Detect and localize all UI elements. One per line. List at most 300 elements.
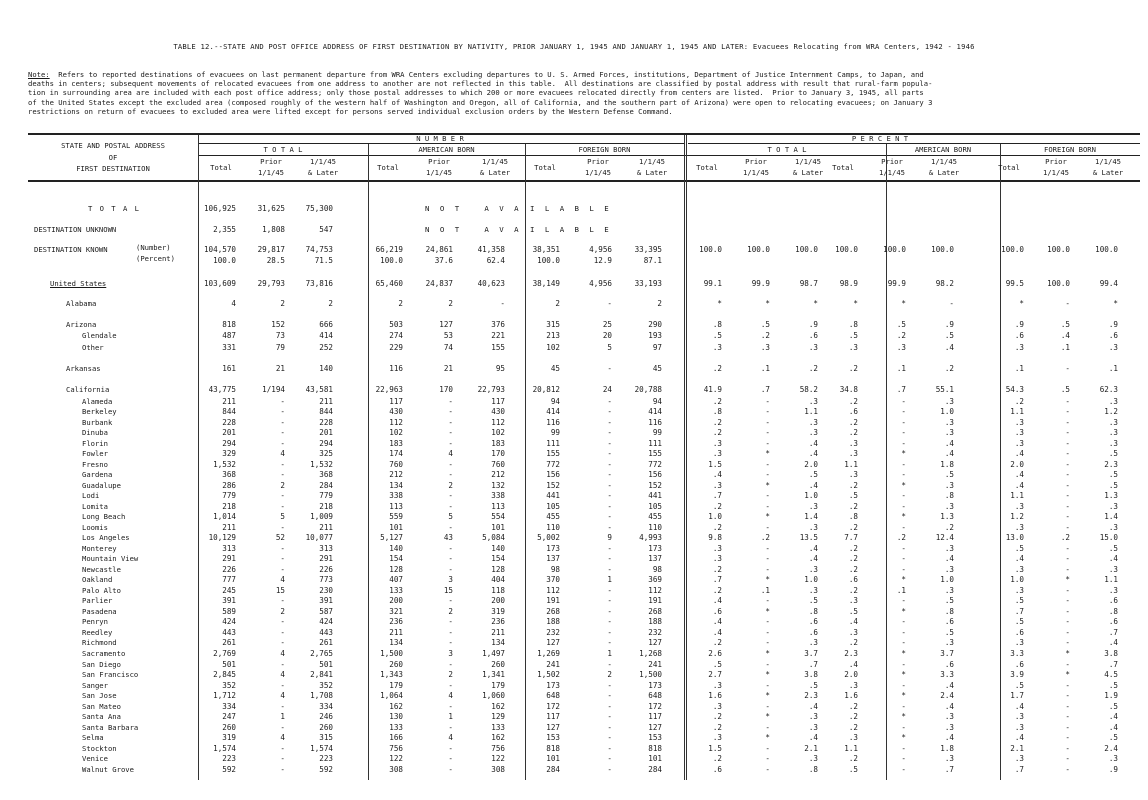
table-cell: 137 [546, 554, 560, 564]
table-cell: - [448, 459, 453, 469]
table-cell: - [1065, 712, 1070, 722]
col-prior-header: Prior [260, 157, 282, 166]
table-cell: - [1065, 417, 1070, 427]
table-cell: .7 [760, 385, 770, 394]
table-cell: 5,084 [482, 533, 505, 543]
table-cell: - [607, 512, 612, 522]
table-cell: - [901, 638, 906, 648]
table-cell: .4 [848, 659, 858, 669]
table-cell: 45 [550, 364, 560, 373]
table-cell: 179 [491, 680, 505, 690]
col-prior-header: Prior [1045, 157, 1067, 166]
table-cell: * [853, 299, 858, 308]
table-cell: .4 [944, 701, 954, 711]
table-cell: * [901, 449, 906, 459]
row-label: Alameda [82, 396, 113, 406]
table-cell: .3 [1014, 722, 1024, 732]
table-cell: .4 [808, 438, 818, 448]
table-cell: 1.0 [1010, 575, 1024, 585]
table-cell: 325 [319, 449, 333, 459]
table-cell: 38,351 [532, 245, 560, 254]
table-cell: 1.3 [1104, 491, 1118, 501]
table-cell: 43 [443, 533, 453, 543]
table-cell: 73 [275, 331, 285, 340]
col-prior-header: Prior [881, 157, 903, 166]
table-cell: - [1065, 491, 1070, 501]
table-cell: .8 [944, 606, 954, 616]
table-cell: .7 [808, 659, 818, 669]
table-cell: 74 [443, 343, 453, 352]
table-cell: - [607, 680, 612, 690]
table-cell: 127 [648, 722, 662, 732]
table-cell: - [765, 743, 770, 753]
table-cell: 2 [448, 670, 453, 680]
col-total-header: Total [696, 163, 718, 172]
table-cell: .2 [712, 564, 722, 574]
table-cell: 25 [602, 320, 612, 329]
table-cell: .4 [1108, 638, 1118, 648]
note-line: Refers to reported destinations of evacuees on last permanent departure from WRA Centers excluding departures to U. S. Armed Forces, institutions, Department of Justice Internment Camps, to Japan, and [49, 70, 924, 79]
table-cell: .4 [944, 680, 954, 690]
table-cell: 1,500 [380, 648, 403, 658]
table-cell: 3 [448, 648, 453, 658]
not-available-text: N O T A V A [425, 204, 520, 213]
table-cell: - [448, 417, 453, 427]
table-cell: 133 [389, 722, 403, 732]
table-cell: 140 [389, 543, 403, 553]
table-cell: 756 [389, 743, 403, 753]
table-cell: - [448, 564, 453, 574]
table-cell: 760 [491, 459, 505, 469]
table-cell: - [1065, 459, 1070, 469]
table-cell: 1.4 [1104, 512, 1118, 522]
table-cell: - [765, 396, 770, 406]
row-label: Venice [82, 754, 108, 764]
row-label: Los Angeles [82, 533, 130, 543]
table-cell: 5 [448, 512, 453, 522]
table-cell: 228 [319, 417, 333, 427]
table-cell: 844 [222, 407, 236, 417]
table-cell: 2.1 [804, 743, 818, 753]
table-cell: - [280, 680, 285, 690]
table-cell: 1,009 [310, 512, 333, 522]
row-label: Loomis [82, 522, 108, 532]
table-cell: 1.6 [844, 691, 858, 701]
table-cell: .8 [712, 407, 722, 417]
table-cell: .3 [808, 343, 818, 352]
col-prior-header: 1/1/45 [879, 168, 905, 177]
row-label: DESTINATION KNOWN [34, 245, 108, 254]
col-prior-header: Prior [428, 157, 450, 166]
table-cell: .3 [1014, 712, 1024, 722]
table-cell: 22,963 [375, 385, 403, 394]
table-cell: .9 [944, 320, 954, 329]
table-cell: 2 [448, 606, 453, 616]
table-cell: .3 [1108, 585, 1118, 595]
table-cell: - [280, 501, 285, 511]
table-cell: 666 [319, 320, 333, 329]
table-cell: .3 [808, 564, 818, 574]
table-cell: .4 [808, 480, 818, 490]
table-cell: .3 [1108, 564, 1118, 574]
table-cell: .8 [1108, 606, 1118, 616]
table-cell: - [1065, 764, 1070, 774]
table-cell: 3 [448, 575, 453, 585]
table-cell: 3.7 [804, 648, 818, 658]
table-cell: .3 [1014, 522, 1024, 532]
table-cell: 28.5 [266, 256, 285, 265]
table-cell: * [901, 606, 906, 616]
table-cell: - [607, 480, 612, 490]
table-cell: .3 [944, 754, 954, 764]
table-cell: 31,625 [257, 204, 285, 213]
table-cell: 87.1 [643, 256, 662, 265]
table-cell: 134 [491, 638, 505, 648]
table-cell: 122 [491, 754, 505, 764]
table-cell: 1,268 [639, 648, 662, 658]
table-cell: .5 [1108, 701, 1118, 711]
table-cell: 760 [389, 459, 403, 469]
table-cell: 112 [546, 585, 560, 595]
table-cell: 1.0 [708, 512, 722, 522]
table-cell: 334 [319, 701, 333, 711]
table-cell: 112 [648, 585, 662, 595]
table-cell: * [1019, 299, 1024, 308]
table-cell: .4 [808, 554, 818, 564]
table-cell: 4 [448, 449, 453, 459]
table-cell: 319 [491, 606, 505, 616]
table-cell: 129 [491, 712, 505, 722]
table-cell: 170 [439, 385, 453, 394]
table-cell: 173 [648, 680, 662, 690]
table-cell: .3 [808, 522, 818, 532]
table-cell: .3 [1108, 343, 1118, 352]
table-cell: - [949, 299, 954, 308]
table-cell: 116 [546, 417, 560, 427]
table-cell: - [607, 554, 612, 564]
table-cell: 20,812 [532, 385, 560, 394]
table-cell: 191 [546, 596, 560, 606]
table-cell: 226 [319, 564, 333, 574]
table-cell: - [448, 617, 453, 627]
table-cell: .1 [1108, 364, 1118, 373]
table-cell: - [448, 522, 453, 532]
table-cell: 122 [389, 754, 403, 764]
table-cell: 43,775 [208, 385, 236, 394]
table-cell: 218 [319, 501, 333, 511]
table-cell: 4.5 [1104, 670, 1118, 680]
table-cell: .3 [808, 417, 818, 427]
table-cell: - [280, 428, 285, 438]
row-label: Other [82, 343, 104, 352]
table-cell: * [765, 575, 770, 585]
table-cell: - [765, 428, 770, 438]
row-sublabel: (Percent) [136, 254, 175, 263]
table-cell: 4,956 [589, 245, 612, 254]
table-cell: .5 [808, 470, 818, 480]
table-cell: 1,064 [380, 691, 403, 701]
row-label: Stockton [82, 743, 117, 753]
row-label: Oakland [82, 575, 113, 585]
table-cell: - [1065, 754, 1070, 764]
table-cell: - [765, 522, 770, 532]
table-cell: 1.2 [1104, 407, 1118, 417]
table-cell: .2 [848, 754, 858, 764]
table-cell: 2.0 [844, 670, 858, 680]
table-cell: 153 [648, 733, 662, 743]
table-cell: 1.9 [1104, 691, 1118, 701]
table-cell: - [1065, 438, 1070, 448]
table-cell: 1.3 [940, 512, 954, 522]
table-cell: .4 [808, 449, 818, 459]
table-cell: - [1065, 554, 1070, 564]
table-cell: 130 [389, 712, 403, 722]
col-later-header: 1/1/45 [1095, 157, 1121, 166]
table-cell: 22,793 [477, 385, 505, 394]
col-later-header: & Later [1092, 168, 1124, 177]
table-cell: - [280, 617, 285, 627]
table-cell: .3 [1014, 564, 1024, 574]
table-cell: .2 [712, 396, 722, 406]
table-cell: - [448, 596, 453, 606]
table-cell: 102 [546, 343, 560, 352]
table-cell: * [813, 299, 818, 308]
table-cell: - [500, 299, 505, 308]
table-cell: 1.1 [844, 743, 858, 753]
table-cell: 117 [389, 396, 403, 406]
table-cell: .4 [848, 617, 858, 627]
table-cell: .6 [1014, 627, 1024, 637]
table-cell: .2 [712, 722, 722, 732]
table-cell: 2,769 [213, 648, 236, 658]
table-cell: - [607, 743, 612, 753]
not-available-text: N O T A V A [425, 225, 520, 234]
table-cell: - [901, 754, 906, 764]
table-cell: 101 [648, 754, 662, 764]
table-cell: 236 [491, 617, 505, 627]
table-cell: 211 [319, 522, 333, 532]
table-cell: 41.9 [703, 385, 722, 394]
note-label: Note: [28, 70, 50, 79]
table-cell: .2 [712, 522, 722, 532]
group-header: T O T A L [767, 145, 807, 154]
table-cell: .6 [1108, 596, 1118, 606]
table-cell: - [607, 459, 612, 469]
table-cell: 455 [546, 512, 560, 522]
table-cell: 407 [389, 575, 403, 585]
table-cell: - [280, 417, 285, 427]
table-cell: 73,816 [305, 279, 333, 288]
table-cell: .2 [1060, 533, 1070, 543]
table-cell: 117 [546, 712, 560, 722]
table-cell: .9 [1108, 320, 1118, 329]
col-later-header: & Later [928, 168, 960, 177]
table-cell: 1.4 [804, 512, 818, 522]
table-cell: - [607, 543, 612, 553]
table-cell: - [1065, 470, 1070, 480]
table-cell: .4 [712, 617, 722, 627]
table-cell: .4 [944, 449, 954, 459]
table-cell: 547 [319, 225, 333, 234]
table-cell: .7 [944, 764, 954, 774]
table-cell: .3 [1014, 585, 1024, 595]
table-cell: 2,845 [213, 670, 236, 680]
table-cell: 212 [491, 470, 505, 480]
table-cell: 1.5 [708, 459, 722, 469]
table-cell: 443 [319, 627, 333, 637]
table-cell: .5 [848, 491, 858, 501]
table-cell: .3 [712, 543, 722, 553]
table-cell: 260 [319, 722, 333, 732]
table-cell: .9 [1108, 764, 1118, 774]
table-cell: 779 [319, 491, 333, 501]
table-cell: * [1065, 575, 1070, 585]
table-cell: 188 [648, 617, 662, 627]
table-cell: 211 [222, 522, 236, 532]
table-cell: 45 [652, 364, 662, 373]
group-header: FOREIGN BORN [578, 145, 631, 154]
col-later-header: 1/1/45 [482, 157, 508, 166]
table-cell: .4 [1014, 449, 1024, 459]
table-cell: .4 [944, 733, 954, 743]
table-cell: - [1065, 743, 1070, 753]
table-cell: 162 [389, 701, 403, 711]
table-cell: - [607, 417, 612, 427]
table-cell: .4 [1014, 470, 1024, 480]
table-cell: .4 [808, 733, 818, 743]
table-cell: - [448, 396, 453, 406]
table-cell: .3 [848, 343, 858, 352]
table-cell: .5 [1108, 449, 1118, 459]
percent-group-rule [688, 143, 1140, 144]
table-cell: .3 [712, 343, 722, 352]
table-cell: 173 [546, 543, 560, 553]
table-cell: .3 [944, 564, 954, 574]
table-cell: .2 [944, 364, 954, 373]
group-header: AMERICAN BORN [914, 145, 972, 154]
table-cell: .2 [848, 522, 858, 532]
table-cell: - [280, 596, 285, 606]
table-cell: 844 [319, 407, 333, 417]
table-cell: .2 [848, 722, 858, 732]
table-cell: 430 [389, 407, 403, 417]
table-cell: .1 [896, 364, 906, 373]
table-cell: 54.3 [1005, 385, 1024, 394]
table-cell: .6 [808, 331, 818, 340]
table-cell: 2,765 [310, 648, 333, 658]
table-cell: 101 [546, 754, 560, 764]
table-note [28, 70, 1118, 116]
table-cell: 777 [222, 575, 236, 585]
table-cell: .3 [808, 501, 818, 511]
table-cell: 140 [319, 364, 333, 373]
row-label: San Francisco [82, 670, 139, 680]
table-cell: .4 [1060, 331, 1070, 340]
table-cell: - [1065, 691, 1070, 701]
table-cell: .2 [760, 533, 770, 543]
table-cell: .8 [808, 606, 818, 616]
table-cell: 100.0 [795, 245, 818, 254]
table-cell: .2 [848, 364, 858, 373]
table-cell: .3 [944, 543, 954, 553]
table-cell: 226 [222, 564, 236, 574]
table-cell: - [280, 459, 285, 469]
table-cell: 99 [550, 428, 560, 438]
table-cell: 5 [280, 512, 285, 522]
table-cell: .2 [808, 364, 818, 373]
table-cell: 1,341 [482, 670, 505, 680]
table-cell: .2 [848, 585, 858, 595]
row-label: San Jose [82, 691, 117, 701]
col-prior-header: Prior [587, 157, 609, 166]
table-cell: .6 [712, 606, 722, 616]
table-cell: 66,219 [375, 245, 403, 254]
table-cell: .3 [848, 438, 858, 448]
table-cell: 2.6 [708, 648, 722, 658]
col-later-header: 1/1/45 [795, 157, 821, 166]
table-cell: .4 [1014, 480, 1024, 490]
table-cell: 1.5 [708, 743, 722, 753]
table-cell: .5 [1014, 617, 1024, 627]
not-available-text: I L A B L E [530, 204, 610, 213]
table-cell: 10,129 [208, 533, 236, 543]
table-cell: * [901, 648, 906, 658]
table-cell: 170 [491, 449, 505, 459]
table-cell: 1.2 [1010, 512, 1024, 522]
table-cell: 430 [491, 407, 505, 417]
table-cell: * [765, 299, 770, 308]
table-cell: 211 [389, 627, 403, 637]
table-cell: 229 [389, 343, 403, 352]
table-cell: .4 [1014, 554, 1024, 564]
table-cell: - [607, 722, 612, 732]
table-cell: - [1065, 543, 1070, 553]
table-cell: * [765, 712, 770, 722]
table-cell: 155 [648, 449, 662, 459]
table-cell: - [901, 501, 906, 511]
table-cell: - [607, 638, 612, 648]
table-cell: 41,358 [477, 245, 505, 254]
table-cell: - [765, 638, 770, 648]
table-cell: .5 [1060, 320, 1070, 329]
table-cell: 368 [222, 470, 236, 480]
table-cell: 100.0 [380, 256, 403, 265]
number-group-rule [198, 143, 684, 144]
table-cell: .3 [944, 428, 954, 438]
table-cell: 501 [222, 659, 236, 669]
table-cell: 13.5 [799, 533, 818, 543]
table-cell: .7 [1014, 606, 1024, 616]
table-cell: 294 [319, 438, 333, 448]
table-cell: 818 [648, 743, 662, 753]
table-cell: 118 [491, 585, 505, 595]
table-cell: - [448, 428, 453, 438]
table-cell: 376 [491, 320, 505, 329]
table-cell: 1.1 [1104, 575, 1118, 585]
col-total-header: Total [377, 163, 399, 172]
stub-header-line: FIRST DESTINATION [76, 164, 150, 173]
table-cell: 221 [491, 331, 505, 340]
table-cell: 132 [491, 480, 505, 490]
table-cell: 12.9 [593, 256, 612, 265]
table-cell: .2 [848, 501, 858, 511]
table-cell: .2 [712, 585, 722, 595]
table-cell: .3 [712, 554, 722, 564]
table-cell: .3 [1108, 438, 1118, 448]
table-cell: 1.1 [1010, 491, 1024, 501]
table-cell: 211 [491, 627, 505, 637]
table-cell: 15.0 [1099, 533, 1118, 543]
